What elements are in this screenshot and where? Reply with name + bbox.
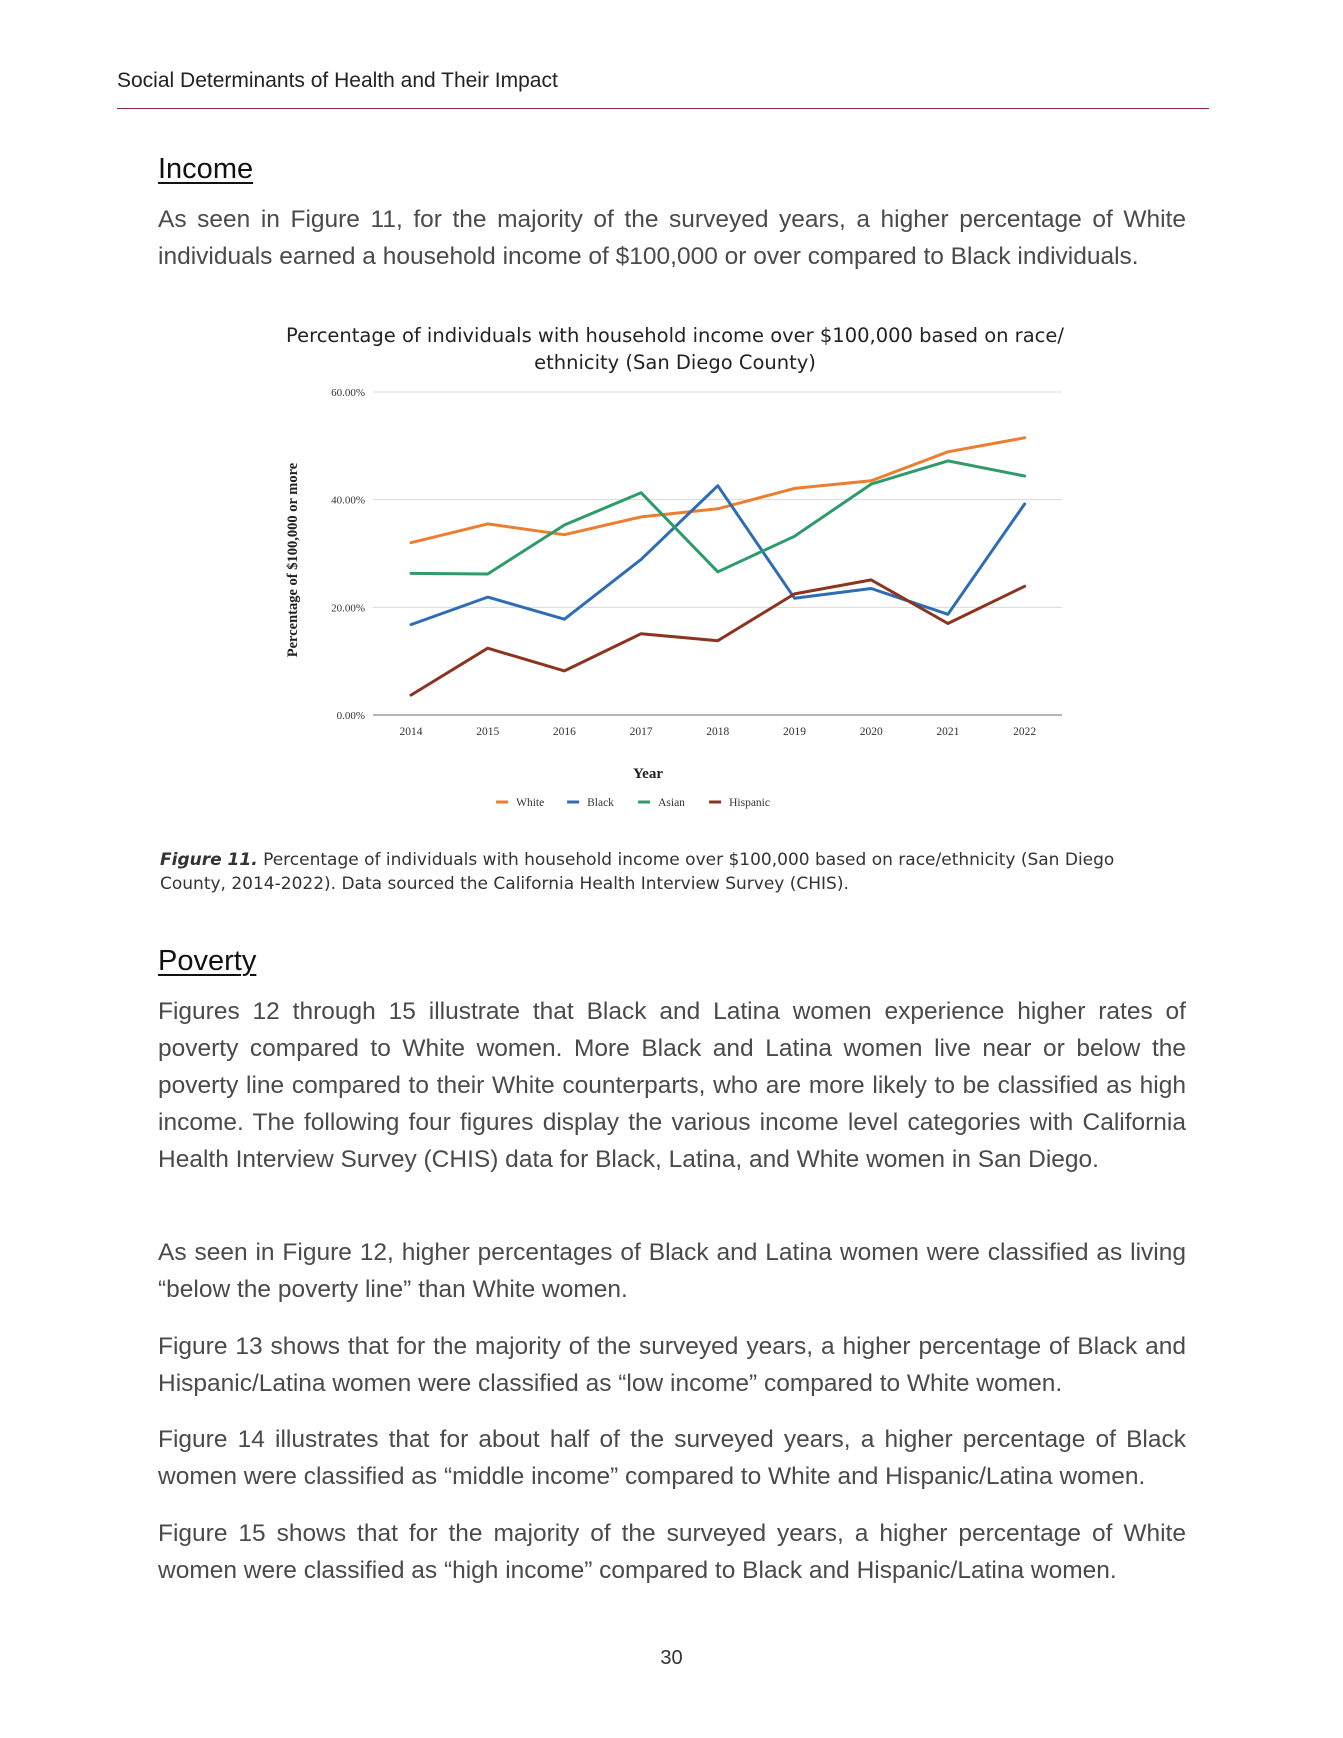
running-header: Social Determinants of Health and Their Impact xyxy=(117,69,558,92)
series-lines xyxy=(411,438,1025,695)
header-rule xyxy=(117,108,1209,109)
legend xyxy=(496,797,770,809)
legend-item-asian xyxy=(638,797,685,809)
caption-text: Percentage of individuals with household income over $100,000 based on race/ethnicity (San Diego County, 2014-2022). Data sourced the California Health Interview Survey (CHIS). xyxy=(160,850,1115,894)
legend-label: Black xyxy=(587,797,614,809)
legend-label: White xyxy=(516,797,545,809)
caption-label: Figure 11. xyxy=(160,850,258,870)
poverty-paragraph-1: Figures 12 through 15 illustrate that Black and Latina women experience higher rates of poverty compared to White women. More Black and Latina women live near or below the poverty line compared to their White counterparts, who are more likely to be classified as high income. The following four figures display the various income level categories with California Health Interview Survey (CHIS) data for Black, Latina, and White women in San Diego. xyxy=(158,998,1186,1173)
figure-11-caption xyxy=(160,848,1170,896)
x-tick-label: 2019 xyxy=(783,726,806,738)
y-tick-label: 0.00% xyxy=(336,710,365,722)
x-tick-label: 2022 xyxy=(1013,726,1037,738)
y-tick-label: 60.00% xyxy=(331,387,365,399)
chart-svg xyxy=(250,315,1100,825)
chart-title-line2: ethnicity (San Diego County) xyxy=(534,351,816,374)
series-line-white xyxy=(411,438,1025,543)
legend-item-white xyxy=(496,797,544,809)
x-tick-labels xyxy=(400,726,1037,738)
legend-label: Asian xyxy=(658,797,685,809)
poverty-paragraph-5: Figure 15 shows that for the majority of the surveyed years, a higher percentage of White women were classified as “high income” compared to Black and Hispanic/Latina women. xyxy=(158,1520,1186,1584)
legend-label: Hispanic xyxy=(729,797,770,809)
poverty-paragraph-2: As seen in Figure 12, higher percentages of Black and Latina women were classified as living “below the poverty line” than White women. xyxy=(158,1239,1186,1303)
poverty-paragraph-3: Figure 13 shows that for the majority of the surveyed years, a higher percentage of Black and Hispanic/Latina women were classified as “low income” compared to White women. xyxy=(158,1333,1186,1397)
gridlines xyxy=(373,392,1062,715)
poverty-heading: Poverty xyxy=(158,945,257,977)
income-line-chart xyxy=(250,315,1100,825)
series-line-asian xyxy=(411,461,1025,574)
x-tick-label: 2021 xyxy=(936,726,960,738)
x-tick-label: 2017 xyxy=(629,726,653,738)
chart-title-line1: Percentage of individuals with household income over $100,000 based on race/ xyxy=(286,324,1064,347)
y-tick-label: 20.00% xyxy=(331,602,365,615)
legend-item-hispanic xyxy=(709,797,770,809)
x-tick-label: 2014 xyxy=(399,726,423,738)
poverty-paragraph-4: Figure 14 illustrates that for about half of the surveyed years, a higher percentage of Black women were classified as “middle income” compared to White and Hispanic/Latina women. xyxy=(158,1426,1186,1490)
y-axis-title: Percentage of $100,000 or more xyxy=(285,462,301,658)
x-tick-label: 2018 xyxy=(706,726,730,738)
legend-item-black xyxy=(567,797,614,809)
x-tick-label: 2020 xyxy=(859,726,883,738)
y-tick-labels xyxy=(331,387,365,722)
income-heading: Income xyxy=(158,153,254,185)
page-number: 30 xyxy=(660,1647,683,1669)
x-tick-label: 2015 xyxy=(476,726,500,738)
series-line-hispanic xyxy=(411,580,1025,695)
series-line-black xyxy=(411,486,1025,625)
y-tick-label: 40.00% xyxy=(331,494,365,507)
x-tick-label: 2016 xyxy=(552,726,576,738)
income-paragraph: As seen in Figure 11, for the majority of the surveyed years, a higher percentage of White individuals earned a household income of $100,000 or over compared to Black individuals. xyxy=(158,206,1186,270)
x-axis-title: Year xyxy=(633,766,663,782)
